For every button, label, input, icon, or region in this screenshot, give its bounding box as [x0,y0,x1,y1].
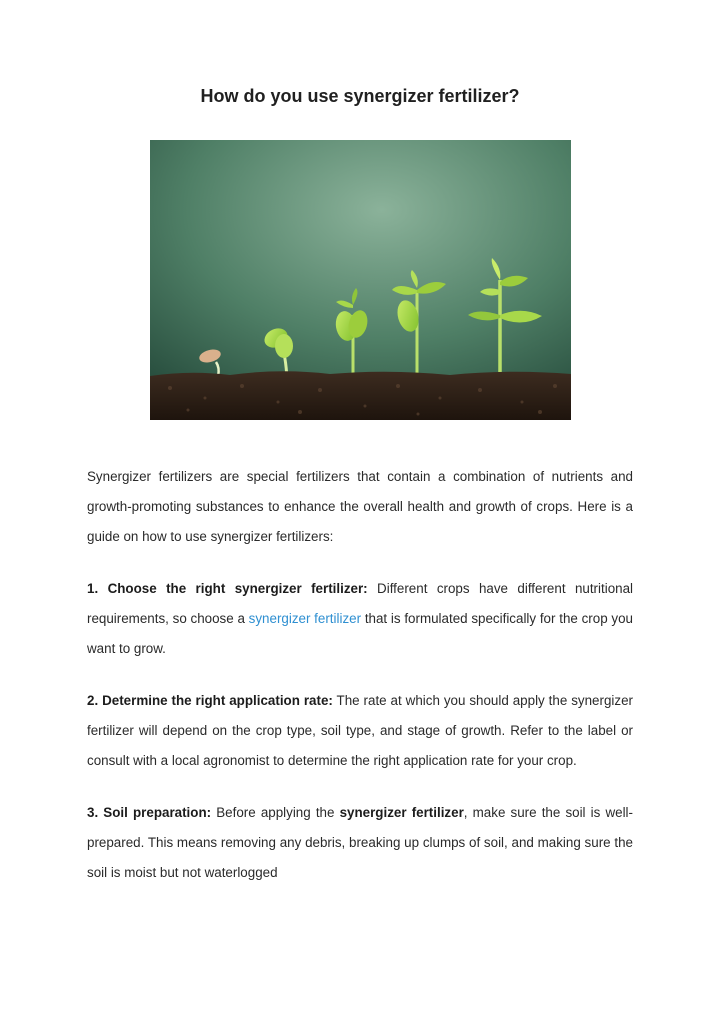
step-1-paragraph [87,574,633,664]
intro-paragraph: Synergizer fertilizers are special fertilizers that contain a combination of nutrients and growth-promoting substances to enhance the overall health and growth of crops. Here is a guide on how to use synergizer fertilizers: [87,469,633,544]
step-2-text: The rate at which you should apply the synergizer fertilizer will depend on the crop type, soil type, and stage of growth. Refer to the label or consult with a local agronomist to determine the right application rate for your crop. [87,693,633,768]
step-2-heading: 2. Determine the right application rate: [87,693,333,708]
step-3-bold-text: synergizer fertilizer [339,805,464,820]
step-3-paragraph [87,798,633,888]
step-1-heading: 1. Choose the right synergizer fertilizer: [87,581,368,596]
synergizer-fertilizer-link[interactable]: synergizer fertilizer [248,611,362,626]
step-3-heading: 3. Soil preparation: [87,805,212,820]
step-1-text-after: that is formulated specifically for the crop you want to grow. [87,611,633,656]
step-1-text-before: Different crops have different nutritional requirements, so choose a [87,581,634,626]
step-3-text-before: Before applying the [211,805,340,820]
step-2-paragraph [87,686,633,776]
page-title: How do you use synergizer fertilizer? [200,86,520,106]
step-3-text-after: , make sure the soil is well-prepared. This means removing any debris, breaking up clumps of soil, and making sure the soil is moist but not waterlogged [87,805,633,880]
seedling-growth-icon [150,140,571,420]
seedling-image [150,140,571,420]
